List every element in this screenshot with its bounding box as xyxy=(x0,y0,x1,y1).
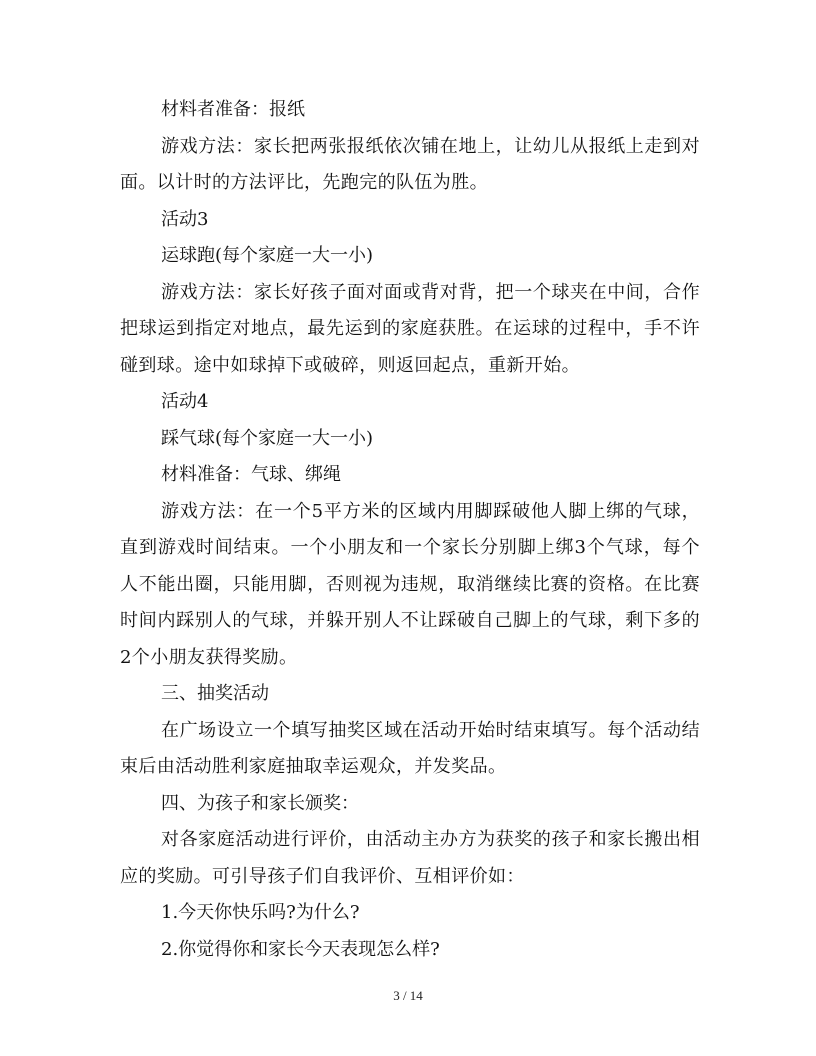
activity-3-title: 运球跑(每个家庭一大一小) xyxy=(161,245,374,266)
document-body xyxy=(120,92,700,968)
page-number: 3 / 14 xyxy=(393,988,423,1003)
lottery-paragraph: 在广场设立一个填写抽奖区域在活动开始时结束填写。每个活动结束后由活动胜利家庭抽取幸运观众，并发奖品。 xyxy=(120,719,700,777)
game-method-1: 游戏方法：家长把两张报纸依次铺在地上，让幼儿从报纸上走到对面。以计时的方法评比，先跑完的队伍为胜。 xyxy=(120,135,700,193)
section-3-heading: 三、抽奖活动 xyxy=(161,683,269,704)
materials-line-4: 材料准备：气球、绑绳 xyxy=(161,464,341,485)
game-method-4: 游戏方法：在一个5平方米的区域内用脚踩破他人脚上绑的气球，直到游戏时间结束。一个小朋友和一个家长分别脚上绑3个气球，每个人不能出圈，只能用脚，否则视为违规，取消继续比赛的资格。在比赛时间内踩别人的气球，并躲开别人不让踩破自己脚上的气球，剩下多的2个小朋友获得奖励。 xyxy=(120,500,700,668)
award-paragraph: 对各家庭活动进行评价，由活动主办方为获奖的孩子和家长搬出相应的奖励。可引导孩子们自我评价、互相评价如： xyxy=(120,829,700,887)
activity-4-title: 踩气球(每个家庭一大一小) xyxy=(161,427,374,449)
section-4-heading: 四、为孩子和家长颁奖： xyxy=(161,792,359,814)
question-2: 2.你觉得你和家长今天表现怎么样? xyxy=(161,938,440,960)
question-1: 1.今天你快乐吗?为什么? xyxy=(161,902,360,923)
activity-3-heading: 活动3 xyxy=(161,208,209,230)
materials-line-1: 材料者准备：报纸 xyxy=(161,99,305,120)
activity-4-heading: 活动4 xyxy=(161,391,209,412)
game-method-3: 游戏方法：家长好孩子面对面或背对背，把一个球夹在中间，合作把球运到指定对地点，最先运到的家庭获胜。在运球的过程中，手不许碰到球。途中如球掉下或破碎，则返回起点，重新开始。 xyxy=(120,281,700,376)
